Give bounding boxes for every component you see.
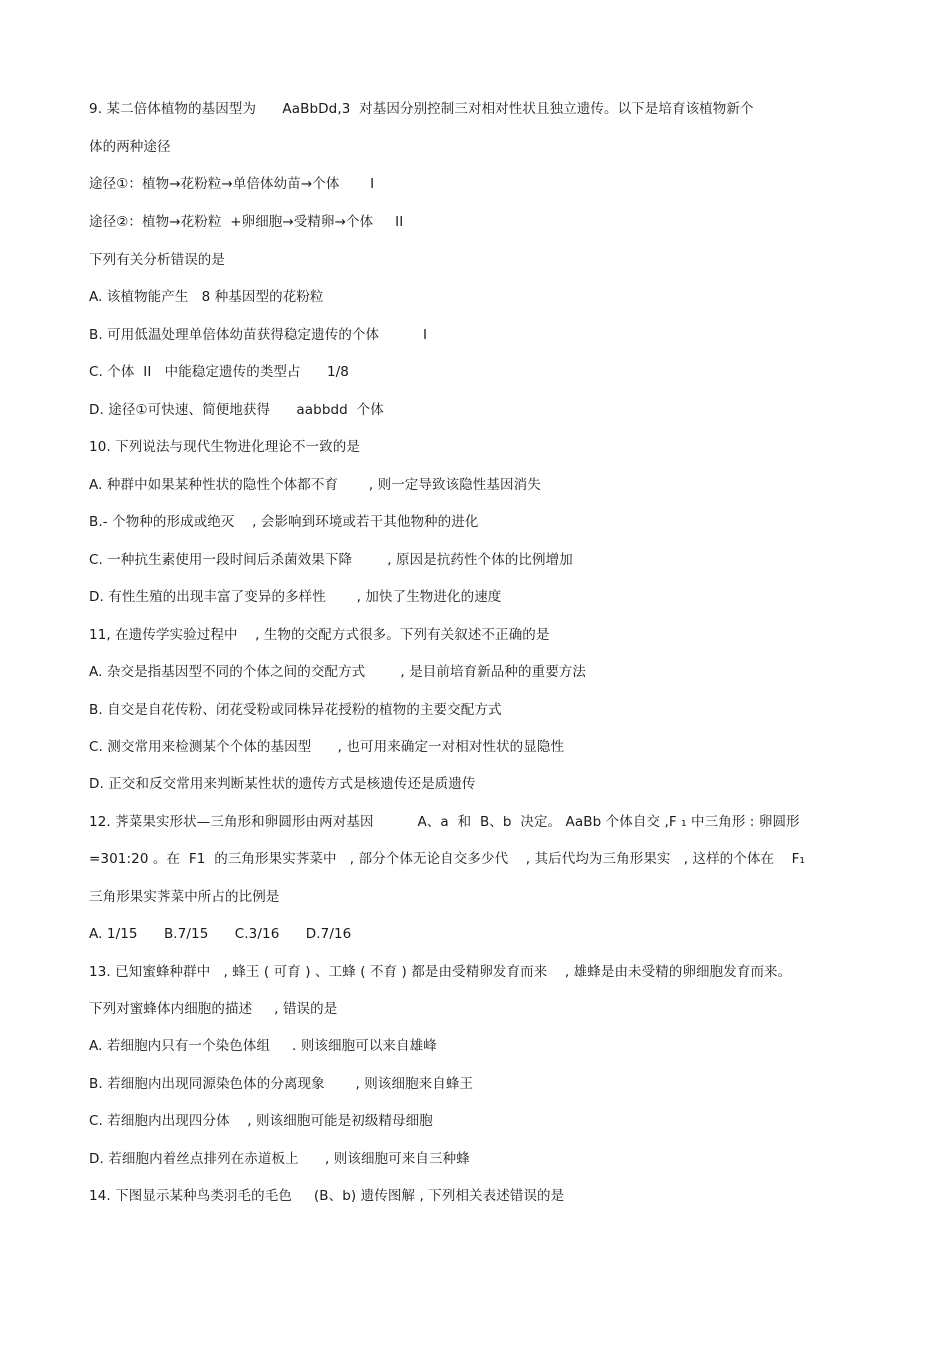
question-9-stem-continued: 体的两种途径 bbox=[89, 139, 171, 155]
question-11-option-a: A. 杂交是指基因型不同的个体之间的交配方式 , 是目前培育新品种的重要方法 bbox=[89, 664, 586, 680]
question-10-option-c: C. 一种抗生素使用一段时间后杀菌效果下降 , 原因是抗药性个体的比例增加 bbox=[89, 552, 573, 568]
question-9-prompt: 下列有关分析错误的是 bbox=[89, 252, 225, 268]
question-12-prompt: 三角形果实荠菜中所占的比例是 bbox=[89, 889, 280, 905]
question-9-option-d: D. 途径①可快速、简便地获得 aabbdd 个体 bbox=[89, 402, 384, 418]
question-11-stem: 11, 在遗传学实验过程中 , 生物的交配方式很多。下列有关叙述不正确的是 bbox=[89, 627, 550, 643]
question-9-route-2: 途径②：植物→花粉粒 +卵细胞→受精卵→个体 II bbox=[89, 214, 404, 230]
question-11-option-b: B. 自交是自花传粉、闭花受粉或同株异花授粉的植物的主要交配方式 bbox=[89, 702, 502, 718]
question-9-option-b: B. 可用低温处理单倍体幼苗获得稳定遗传的个体 I bbox=[89, 327, 428, 343]
question-13-option-b: B. 若细胞内出现同源染色体的分离现象 , 则该细胞来自蜂王 bbox=[89, 1076, 474, 1092]
question-12-stem-continued: =301:20 。在 F1 的三角形果实荠菜中 , 部分个体无论自交多少代 , 其后代均为三角形果实 , 这样的个体在 F₁ bbox=[89, 851, 806, 867]
question-13-option-d: D. 若细胞内着丝点排列在赤道板上 , 则该细胞可来自三种蜂 bbox=[89, 1151, 470, 1167]
question-13-prompt: 下列对蜜蜂体内细胞的描述 , 错误的是 bbox=[89, 1001, 338, 1017]
question-13-stem: 13. 已知蜜蜂种群中 , 蜂王 ( 可育 ) 、工蜂 ( 不育 ) 都是由受精卵发育而来 , 雄蜂是由未受精的卵细胞发育而来。 bbox=[89, 964, 792, 980]
question-10-option-b: B.- 个物种的形成或绝灭 , 会影响到环境或若干其他物种的进化 bbox=[89, 514, 479, 530]
question-10-option-a: A. 种群中如果某种性状的隐性个体都不育 , 则一定导致该隐性基因消失 bbox=[89, 477, 541, 493]
question-11-option-c: C. 测交常用来检测某个个体的基因型 , 也可用来确定一对相对性状的显隐性 bbox=[89, 739, 565, 755]
question-10-stem: 10. 下列说法与现代生物进化理论不一致的是 bbox=[89, 439, 360, 455]
question-13-option-a: A. 若细胞内只有一个染色体组 . 则该细胞可以来自雄峰 bbox=[89, 1038, 437, 1054]
question-12-stem: 12. 荠菜果实形状—三角形和卵圆形由两对基因 A、a 和 B、b 决定。 AaBb 个体自交 ,F ₁ 中三角形 : 卵圆形 bbox=[89, 814, 800, 830]
question-11-option-d: D. 正交和反交常用来判断某性状的遗传方式是核遗传还是质遗传 bbox=[89, 776, 476, 792]
question-9-option-c: C. 个体 II 中能稳定遗传的类型占 1/8 bbox=[89, 364, 350, 380]
question-13-option-c: C. 若细胞内出现四分体 , 则该细胞可能是初级精母细胞 bbox=[89, 1113, 433, 1129]
question-9-option-a: A. 该植物能产生 8 种基因型的花粉粒 bbox=[89, 289, 324, 305]
question-9-stem: 9. 某二倍体植物的基因型为 AaBbDd,3 对基因分别控制三对相对性状且独立遗传。以下是培育该植物新个 bbox=[89, 101, 754, 117]
question-12-options: A. 1/15 B.7/15 C.3/16 D.7/16 bbox=[89, 926, 352, 942]
question-9-route-1: 途径①：植物→花粉粒→单倍体幼苗→个体 I bbox=[89, 176, 375, 192]
question-14-stem: 14. 下图显示某种鸟类羽毛的毛色 (B、b) 遗传图解 , 下列相关表述错误的是 bbox=[89, 1188, 565, 1204]
question-10-option-d: D. 有性生殖的出现丰富了变异的多样性 , 加快了生物进化的速度 bbox=[89, 589, 502, 605]
